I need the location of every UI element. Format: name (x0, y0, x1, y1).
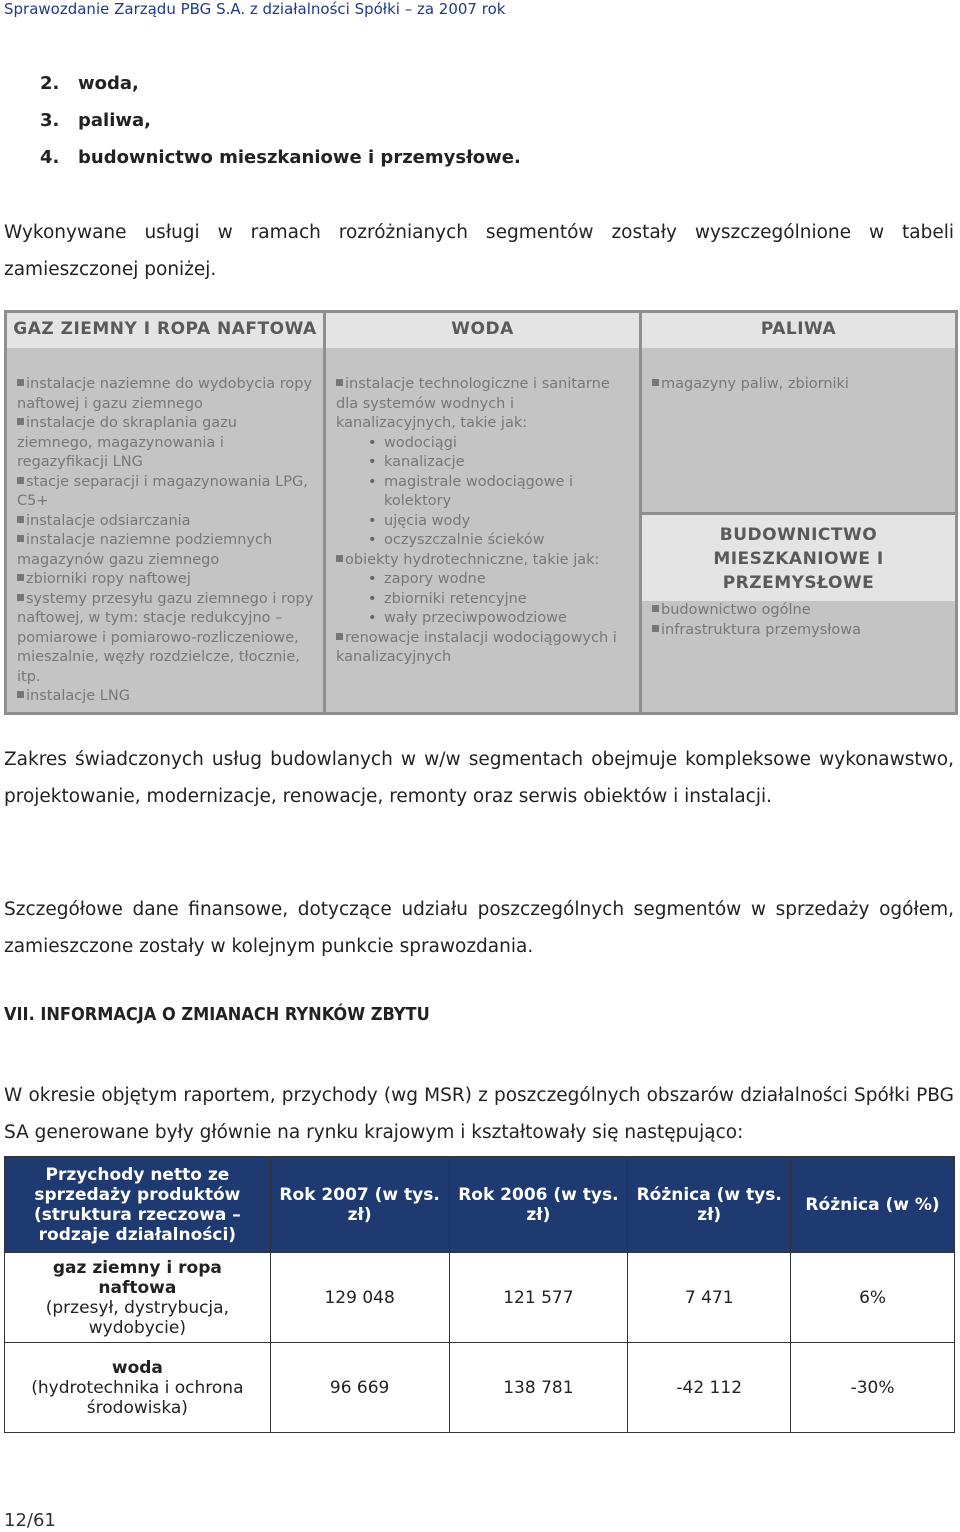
page-header: Sprawozdanie Zarządu PBG S.A. z działalności Spółki – za 2007 rok (4, 0, 506, 18)
table-header-row (5, 1157, 955, 1253)
cell-2006: 138 781 (449, 1343, 628, 1433)
page-number: 12/61 (4, 1510, 56, 1531)
square-bullet-icon (17, 418, 24, 425)
sub-item: • ujęcia wody (384, 512, 636, 532)
segment-woda (326, 313, 639, 712)
segment-budownictwo (642, 515, 955, 712)
square-bullet-icon (17, 691, 24, 698)
table-row (5, 1343, 955, 1433)
list-item: instalacje do skraplania gazu ziemnego, magazynowania i regazyfikacji LNG (17, 415, 237, 470)
row-label: woda (hydrotechnika i ochrona środowiska) (5, 1343, 271, 1433)
sub-item: • oczyszczalnie ścieków (384, 531, 636, 551)
list-item: instalacje odsiarczania (17, 512, 317, 532)
square-bullet-icon (652, 605, 659, 612)
segments-graphic (4, 310, 958, 715)
sub-item: • zbiorniki retencyjne (384, 590, 636, 610)
square-bullet-icon (652, 625, 659, 632)
list-item: 2. woda, (40, 73, 139, 94)
list-item: 4. budownictwo mieszkaniowe i przemysłowe. (40, 147, 521, 168)
segment-paliwa-items (652, 375, 952, 395)
column-header: Rok 2007 (w tys. zł) (270, 1157, 449, 1253)
paragraph-scope: Zakres świadczonych usług budowlanych w w/w segmentach obejmuje kompleksowe wykonawstwo, projektowanie, modernizacje, renowacje, remonty oraz serwis obiektów i instalacji. (4, 749, 954, 807)
square-bullet-icon (17, 379, 24, 386)
paragraph-services-intro: Wykonywane usługi w ramach rozróżnianych segmentów zostały wyszczególnione w tabeli zamieszczonej poniżej. (4, 222, 954, 280)
column-header: Różnica (w %) (791, 1157, 955, 1253)
cell-2007: 96 669 (270, 1343, 449, 1433)
list-item: stacje separacji i magazynowania LPG, C5+ (17, 473, 308, 509)
paragraph-financial-details: Szczegółowe dane finansowe, dotyczące udziału poszczególnych segmentów w sprzedaży ogółem, zamieszczone zostały w kolejnym punkcie sprawozdania. (4, 899, 954, 957)
row-label: gaz ziemny i ropa naftowa (przesył, dystrybucja, wydobycie) (5, 1253, 271, 1343)
segment-woda-title: WODA (326, 313, 639, 348)
square-bullet-icon (17, 535, 24, 542)
paragraph-revenue-intro: W okresie objętym raportem, przychody (wg MSR) z poszczególnych obszarów działalności Spółki PBG SA generowane były głównie na rynku krajowym i kształtowały się następująco: (4, 1085, 954, 1143)
list-item: obiekty hydrotechniczne, takie jak: (336, 551, 636, 571)
square-bullet-icon (336, 379, 343, 386)
square-bullet-icon (336, 555, 343, 562)
list-item: budownictwo ogólne (652, 601, 952, 621)
square-bullet-icon (17, 574, 24, 581)
segment-paliwa (642, 313, 955, 512)
sub-item: • zapory wodne (384, 570, 636, 590)
list-item: instalacje LNG (17, 687, 317, 707)
segment-paliwa-title: PALIWA (642, 313, 955, 348)
segment-budownictwo-title: BUDOWNICTWO MIESZKANIOWE I PRZEMYSŁOWE (642, 515, 955, 601)
column-header: Różnica (w tys. zł) (628, 1157, 791, 1253)
sub-item: • wodociągi (384, 434, 636, 454)
list-item: instalacje technologiczne i sanitarne dla systemów wodnych i kanalizacyjnych, takie jak: (336, 376, 610, 431)
cell-2007: 129 048 (270, 1253, 449, 1343)
cell-diff: -42 112 (628, 1343, 791, 1433)
list-item: renowacje instalacji wodociągowych i kanalizacyjnych (336, 629, 617, 665)
sub-item: • kanalizacje (384, 453, 636, 473)
cell-diff: 7 471 (628, 1253, 791, 1343)
list-item: instalacje naziemne do wydobycia ropy naftowej i gazu ziemnego (17, 376, 313, 412)
section-title: VII. INFORMACJA O ZMIANACH RYNKÓW ZBYTU (4, 1004, 430, 1025)
square-bullet-icon (652, 379, 659, 386)
cell-pct: -30% (791, 1343, 955, 1433)
column-header: Przychody netto ze sprzedaży produktów (struktura rzeczowa – rodzaje działalności) (5, 1157, 271, 1253)
cell-2006: 121 577 (449, 1253, 628, 1343)
segment-gaz (7, 313, 323, 712)
square-bullet-icon (17, 594, 24, 601)
list-item: systemy przesyłu gazu ziemnego i ropy naftowej, w tym: stacje redukcyjno – pomiarowe i pomiarowo-rozliczeniowe, mieszalnie, węzły rozdzielcze, tłocznie, itp. (17, 590, 314, 685)
sub-item: • magistrale wodociągowe i kolektory (384, 473, 636, 512)
segment-gaz-title: GAZ ZIEMNY I ROPA NAFTOWA (7, 313, 323, 348)
revenue-table (4, 1156, 955, 1433)
square-bullet-icon (336, 633, 343, 640)
segment-budownictwo-items (652, 601, 952, 640)
segment-list (40, 70, 521, 181)
segment-gaz-items (17, 375, 317, 707)
square-bullet-icon (17, 477, 24, 484)
list-item: zbiorniki ropy naftowej (17, 570, 317, 590)
list-item: instalacje naziemne podziemnych magazynów gazu ziemnego (17, 532, 273, 568)
table-row (5, 1253, 955, 1343)
list-item: magazyny paliw, zbiorniki (652, 375, 952, 395)
cell-pct: 6% (791, 1253, 955, 1343)
list-item: infrastruktura przemysłowa (652, 621, 952, 641)
column-header: Rok 2006 (w tys. zł) (449, 1157, 628, 1253)
list-item: 3. paliwa, (40, 110, 151, 131)
square-bullet-icon (17, 516, 24, 523)
sub-item: • wały przeciwpowodziowe (384, 609, 636, 629)
segment-woda-items (336, 375, 636, 668)
